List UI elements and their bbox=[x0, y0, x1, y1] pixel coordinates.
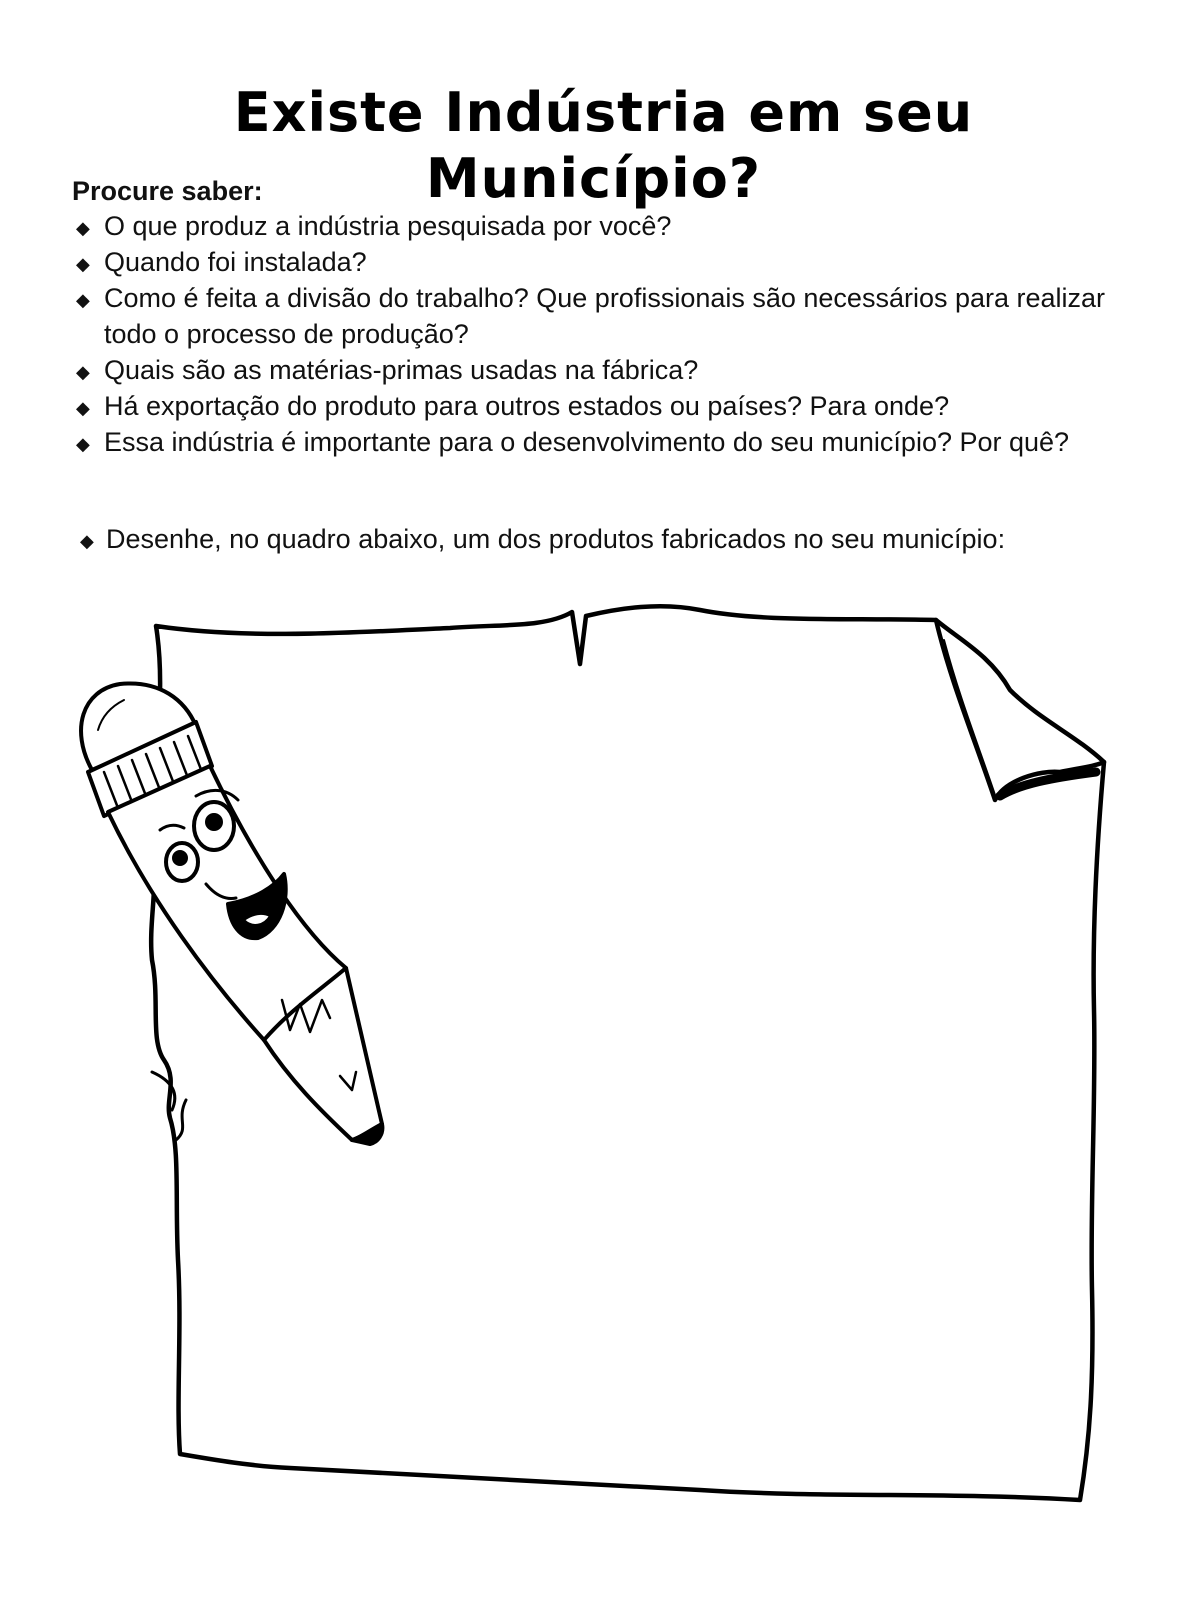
diamond-bullet-icon: ◆ bbox=[76, 218, 90, 238]
question-item bbox=[74, 352, 1164, 388]
title-line-1: Existe Indústria em seu bbox=[233, 81, 974, 145]
torn-paper-frame bbox=[150, 606, 1104, 1500]
diamond-bullet-icon: ◆ bbox=[76, 254, 90, 274]
title-line-2: Município? bbox=[425, 147, 762, 211]
question-item bbox=[74, 424, 1164, 460]
intro-label: Procure saber: bbox=[72, 176, 263, 206]
question-list bbox=[74, 208, 1164, 460]
question-item bbox=[74, 280, 1164, 352]
instruction-text: Desenhe, no quadro abaixo, um dos produtos fabricados no seu município: bbox=[106, 524, 1006, 554]
question-text: Como é feita a divisão do trabalho? Que profissionais são necessários para realizar todo o processo de produção? bbox=[104, 283, 1106, 349]
question-item bbox=[74, 244, 1164, 280]
diamond-bullet-icon: ◆ bbox=[76, 398, 90, 418]
diamond-bullet-icon: ◆ bbox=[76, 362, 90, 382]
question-text: Há exportação do produto para outros estados ou países? Para onde? bbox=[104, 391, 950, 421]
drawing-instruction bbox=[76, 521, 1166, 557]
question-text: Quando foi instalada? bbox=[104, 247, 367, 277]
question-item bbox=[74, 388, 1164, 424]
diamond-bullet-icon: ◆ bbox=[76, 434, 90, 454]
question-text: Essa indústria é importante para o desenvolvimento do seu município? Por quê? bbox=[104, 427, 1070, 457]
diamond-bullet-icon: ◆ bbox=[76, 290, 90, 310]
question-text: O que produz a indústria pesquisada por você? bbox=[104, 211, 672, 241]
diamond-bullet-icon: ◆ bbox=[80, 531, 94, 551]
question-item bbox=[74, 208, 1164, 244]
question-text: Quais são as matérias-primas usadas na fábrica? bbox=[104, 355, 699, 385]
drawing-area[interactable] bbox=[150, 606, 1104, 1500]
